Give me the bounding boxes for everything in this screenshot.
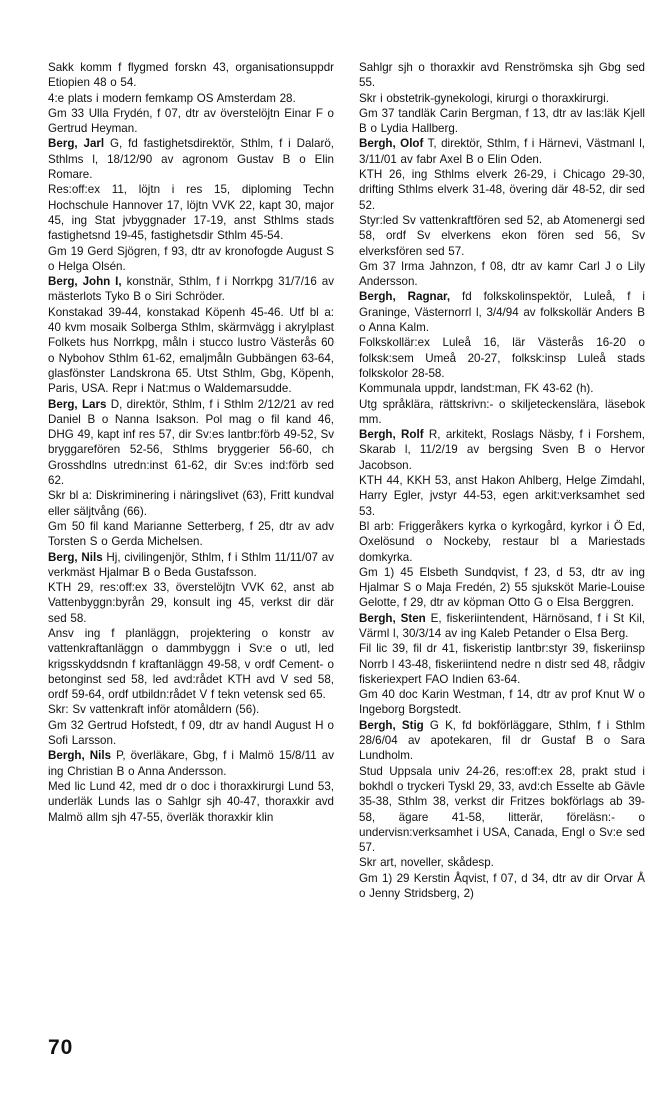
biography-paragraph — [359, 855, 645, 870]
entry-text: Hj, civilingenjör, Sthlm, f i Sthlm 11/11/07 av verkmäst Hjalmar B o Beda Gustafsson. — [48, 550, 334, 579]
biography-paragraph — [359, 259, 645, 290]
entry-name: Bergh, Rolf — [359, 428, 424, 442]
entry-text: Gm 1) 29 Kerstin Åqvist, f 07, d 34, dtr av dir Orvar Å o Jenny Stridsberg, 2) — [359, 871, 645, 901]
biography-entry — [359, 136, 645, 167]
entry-text: Gm 37 tandläk Carin Bergman, f 13, dtr av las:läk Kjell B o Lydia Hallberg. — [359, 106, 645, 136]
biography-paragraph — [48, 779, 334, 825]
biography-paragraph — [48, 305, 334, 397]
entry-text: Gm 33 Ulla Frydén, f 07, dtr av överstelöjtn Einar F o Gertrud Heyman. — [48, 106, 334, 136]
entry-text: Gm 40 doc Karin Westman, f 14, dtr av prof Knut W o Ingeborg Borgstedt. — [359, 688, 645, 717]
entry-text: Skr i obstetrik-gynekologi, kirurgi o thoraxkirurgi. — [359, 91, 609, 105]
biography-entry — [359, 718, 645, 764]
biography-paragraph — [359, 764, 645, 856]
entry-text: Ansv ing f planläggn, projektering o konstr av vattenkraftanläggn o dammbyggn i Sv:e o utl, led krigsskyddsndn f kraftanläggn 49-58, v ordf Cement- o betonginst sed 58, led avd:rådet KTH avd V sed 58, ordf 59-64, ordf utbildn:rådet V f tekn vetensk sed 65. — [48, 626, 334, 702]
left-column — [48, 60, 334, 825]
biography-paragraph — [359, 871, 645, 902]
document-page — [48, 60, 646, 1060]
entry-text: 4:e plats i modern femkamp OS Amsterdam 28. — [48, 91, 296, 105]
biography-paragraph — [359, 106, 645, 137]
biography-entry — [48, 136, 334, 182]
entry-text: Sahlgr sjh o thoraxkir avd Renströmska sjh Gbg sed 55. — [359, 61, 645, 90]
entry-name: Bergh, Nils — [48, 749, 112, 763]
entry-text: Bl arb: Friggeråkers kyrka o kyrkogård, kyrkor i Ö Ed, Oxelösund o Nockeby, restaur bl a Mariestads domkyrka. — [359, 519, 645, 564]
biography-entry — [48, 274, 334, 305]
entry-text: KTH 44, KKH 53, anst Hakon Ahlberg, Helge Zimdahl, Harry Egler, jvstyr 44-53, egen arkit:verksamhet sed 53. — [359, 474, 645, 518]
entry-text: Gm 19 Gerd Sjögren, f 93, dtr av kronofogde August S o Helga Olsén. — [48, 244, 334, 273]
biography-paragraph — [359, 687, 645, 718]
entry-text: Konstakad 39-44, konstakad Köpenh 45-46. Utf bl a: 40 kvm mosaik Solberga Sthlm, skärmvägg i akrylplast Folkets hus Norrkpg, måln i stucco lustro Västerås 60 o Nybohov Sthlm 61-62, emaljmåln Gubbängen 63-64, glasfönster Landskrona 65. Utst Sthlm, Gbg, Köpenh, Paris, USA. Repr i Nat:mus o Waldemarsudde. — [48, 305, 334, 396]
biography-entry — [359, 611, 645, 642]
entry-text: Res:off:ex 11, löjtn i res 15, diploming Techn Hochschule Hannover 17, löjtn VVK 22, kapt 30, major 45, ing Stat jvbyggnader 17-19, anst Sthlms stads fastighetsnd 19-45, fastighetsdir Sthlm 45-54. — [48, 183, 334, 243]
entry-name: Berg, John I, — [48, 275, 122, 289]
biography-paragraph — [48, 519, 334, 550]
entry-text: T, direktör, Sthlm, f i Härnevi, Västmanl l, 3/11/01 av fabr Axel B o Elin Oden. — [359, 137, 645, 166]
biography-paragraph — [48, 702, 334, 717]
biography-paragraph — [48, 626, 334, 702]
page-number: 70 — [48, 1036, 74, 1059]
entry-text: Gm 50 fil kand Marianne Setterberg, f 25, dtr av adv Torsten S o Gerda Michelsen. — [48, 519, 334, 549]
entry-text: Gm 37 Irma Jahnzon, f 08, dtr av kamr Carl J o Lily Andersson. — [359, 259, 645, 289]
biography-entry — [48, 748, 334, 779]
biography-entry — [359, 427, 645, 473]
entry-name: Bergh, Ragnar, — [359, 290, 451, 304]
biography-paragraph — [359, 473, 645, 519]
entry-text: Gm 32 Gertrud Hofstedt, f 09, dtr av handl August H o Sofi Larsson. — [48, 718, 334, 748]
entry-text: Kommunala uppdr, landst:man, FK 43-62 (h). — [359, 382, 594, 396]
biography-paragraph — [48, 106, 334, 137]
entry-text: Fil lic 39, fil dr 41, fiskeristip lantbr:styr 39, fiskeriinsp Norrb l 43-48, fiskeriintend nedre n distr sed 48, rådgiv fiskeriexpert FAO Indien 63-64. — [359, 642, 645, 686]
entry-text: E, fiskeriintendent, Härnösand, f i St Kil, Värml l, 30/3/14 av ing Kaleb Petander o Elsa Berg. — [359, 611, 646, 640]
biography-paragraph — [48, 60, 334, 91]
entry-name: Bergh, Stig — [359, 718, 424, 732]
entry-text: KTH 29, res:off:ex 33, överstelöjtn VVK 62, anst ab Vattenbyggn:byrån 29, konsult ing 45, verkst dir där sed 58. — [48, 581, 334, 625]
entry-text: P, överläkare, Gbg, f i Malmö 15/8/11 av ing Christian B o Anna Andersson. — [48, 749, 334, 778]
biography-paragraph — [359, 60, 645, 91]
biography-paragraph — [48, 244, 334, 275]
entry-text: Styr:led Sv vattenkraftfören sed 52, ab Atomenergi sed 58, ordf Sv elverkens ekon fören sed 56, Sv elverksfören sed 57. — [359, 213, 645, 258]
biography-entry — [359, 289, 645, 335]
entry-name: Berg, Lars — [48, 397, 107, 411]
entry-text: Sakk komm f flygmed forskn 43, organisationsuppdr Etiopien 48 o 54. — [48, 61, 334, 90]
entry-text: G, fd fastighetsdirektör, Sthlm, f i Dalarö, Sthlms l, 18/12/90 av agronom Gustav B o Elin Romare. — [48, 137, 334, 182]
biography-paragraph — [48, 488, 334, 519]
entry-text: Stud Uppsala univ 24-26, res:off:ex 28, prakt stud i bokhdl o tryckeri Tyskl 29, 33, avd:ch Esselte ab Gävle 35-38, Sthlm 38, verkst dir Fritzes bokförlags ab 39-58, ägare 41-58, litterär, föreläsn:- o undervisn:verksamhet i USA, Canada, Engl o Sv:e sed 57. — [359, 764, 645, 855]
entry-text: konstnär, Sthlm, f i Norrkpg 31/7/16 av mästerlots Tyko B o Siri Schröder. — [48, 275, 334, 304]
entry-text: R, arkitekt, Roslags Näsby, f i Forshem, Skarab l, 11/2/19 av bergsing Sven B o Hervor Jacobson. — [359, 428, 645, 472]
entry-name: Berg, Nils — [48, 550, 103, 564]
biography-paragraph — [48, 182, 334, 243]
entry-text: KTH 26, ing Sthlms elverk 26-29, i Chicago 29-30, drifting Sthlms elverk 31-48, övering där 48-52, dir sed 52. — [359, 168, 645, 212]
entry-text: Med lic Lund 42, med dr o doc i thoraxkirurgi Lund 53, underläk Lunds las o Sahlgr sjh 40-47, thoraxkir avd Malmö allm sjh 47-55, överläk thoraxkir klin — [48, 779, 334, 824]
entry-text: Folkskollär:ex Luleå 16, lär Västerås 16-20 o folksk:sem Umeå 20-27, folksk:insp Luleå stads folkskolor 28-58. — [359, 336, 645, 380]
biography-paragraph — [359, 91, 645, 106]
biography-paragraph — [359, 335, 645, 381]
entry-text: D, direktör, Sthlm, f i Sthlm 2/12/21 av red Daniel B o Nanna Isakson. Pol mag o fil kand 46, DHG 49, kapt inf res 57, dir Sv:es lantbr:förb 49-52, Sv bryggarefören 52-56, Sthlms bryggerier 56-60, ch Grosshdlns utredn:inst 61-62, dir Sv:es ind:förb sed 62. — [48, 397, 334, 488]
entry-text: Utg språklära, rättskrivn:- o skiljeteckenslära, läsebok mm. — [359, 397, 645, 426]
biography-entry — [48, 397, 334, 489]
right-column — [359, 60, 645, 901]
biography-paragraph — [359, 565, 645, 611]
entry-name: Bergh, Olof — [359, 137, 424, 151]
entry-name: Berg, Jarl — [48, 137, 105, 151]
entry-name: Bergh, Sten — [359, 611, 426, 625]
entry-text: G K, fd bokförläggare, Sthlm, f i Sthlm 28/6/04 av apotekaren, fil dr Gustaf B o Sara Lundholm. — [359, 718, 645, 763]
entry-text: Skr: Sv vattenkraft inför atomåldern (56). — [48, 703, 260, 717]
biography-paragraph — [48, 91, 334, 106]
entry-text: fd folkskolinspektör, Luleå, f i Graninge, Västernorrl l, 3/4/94 av folkskollär Anders B o Anna Kalm. — [359, 290, 645, 335]
entry-text: Skr art, noveller, skådesp. — [359, 856, 494, 870]
biography-paragraph — [359, 641, 645, 687]
biography-paragraph — [359, 397, 645, 428]
biography-paragraph — [48, 718, 334, 749]
biography-entry — [48, 550, 334, 581]
biography-paragraph — [359, 213, 645, 259]
biography-paragraph — [359, 167, 645, 213]
biography-paragraph — [359, 381, 645, 396]
biography-paragraph — [48, 580, 334, 626]
entry-text: Gm 1) 45 Elsbeth Sundqvist, f 23, d 53, dtr av ing Hjalmar S o Maja Fredén, 2) 55 sjuksköt Marie-Louise Gelotte, f 29, dtr av köpman Otto G o Elsa Berggren. — [359, 565, 645, 610]
biography-paragraph — [359, 519, 645, 565]
entry-text: Skr bl a: Diskriminering i näringslivet (63), Fritt kundval eller säljtvång (66). — [48, 489, 334, 518]
